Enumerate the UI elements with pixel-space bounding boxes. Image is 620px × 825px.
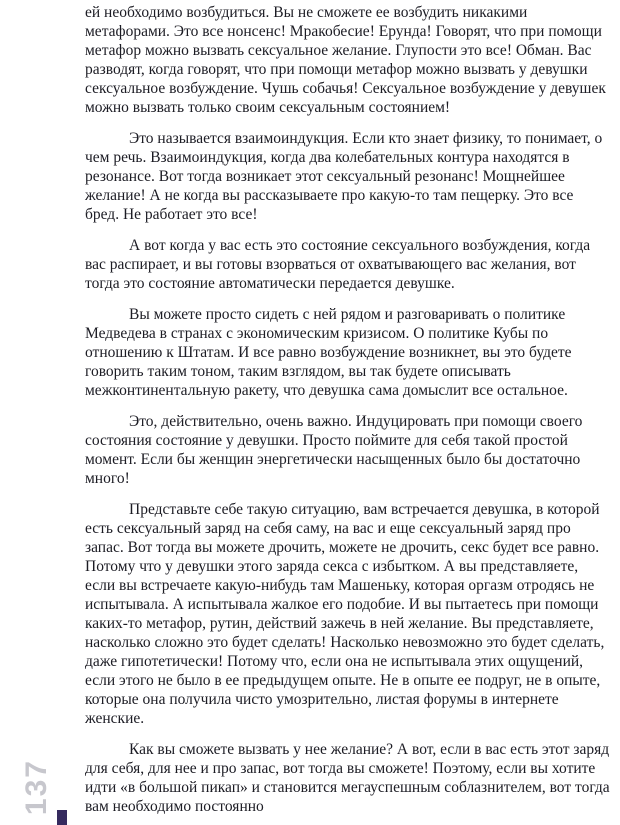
paragraph: Это называется взаимоиндукция. Если кто знает физику, то понимает, о чем речь. Взаимоиндукция, когда два колебательных контура находятся в резонансе. Вот тогда возникает этот сексуальный резонанс! Мощнейшее желание! А не когда вы рассказываете про какую-то там пещерку. Это все бред. Не работает это все! — [85, 130, 603, 223]
corner-mark — [57, 810, 67, 825]
page-number: 137 — [20, 758, 53, 815]
paragraph: Как вы сможете вызвать у нее желание? А вот, если в вас есть этот заряд для себя, для нее и про запас, вот тогда вы сможете! Поэтому, если вы хотите идти «в большой пикап» и становится мегауспешным соблазнителем, вот тогда вам необходимо постоянно — [85, 741, 610, 815]
paragraph: Представьте себе такую ситуацию, вам встречается девушка, в которой есть сексуальный заряд на себя саму, на вас и еще сексуальный заряд про запас. Вот тогда вы можете дрочить, можете не дрочить, секс будет все равно. Потому что у девушки этого заряда секса с избытком. А вы представляете, если вы встречаете какую-нибудь там Машеньку, которая оргазм отродясь не испытывала. А испытывала жалкое его подобие. И вы пытаетесь при помощи каких-то метафор, рутин, действий зажечь в ней желание. Вы представляете, насколько сложно это будет сделать! Насколько невозможно это будет сделать, даже гипотетически! Потому что, если она не испытывала этих ощущений, если этого не было в ее предыдущем опыте. Не в опыте ее подруг, не в опыте, которые она получила чисто умозрительно, листая форумы в интернете женские. — [85, 501, 605, 727]
paragraph: А вот когда у вас есть это состояние сексуального возбуждения, когда вас распирает, и вы готовы взорваться от охватывающего вас желания, вот тогда это состояние автоматически передается девушке. — [85, 237, 591, 292]
text-block — [85, 3, 611, 816]
paragraph: Вы можете просто сидеть с ней рядом и разговаривать о политике Медведева в странах с экономическим кризисом. О политике Кубы по отношению к Штатам. И все равно возбуждение возникнет, вы это будете говорить таким тоном, таким взглядом, вы так будете описывать межконтинентальную ракету, что девушка сама домыслит все остальное. — [85, 306, 572, 399]
paragraph: Это, действительно, очень важно. Индуцировать при помощи своего состояния состояние у девушки. Просто поймите для себя такой простой момент. Если бы женщин энергетически насыщенных было бы достаточно много! — [85, 413, 583, 487]
paragraph: ей необходимо возбудиться. Вы не сможете ее возбудить никакими метафорами. Это все нонсенс! Мракобесие! Ерунда! Говорят, что при помощи метафор можно вызвать сексуальное желание. Глупости это все! Обман. Вас разводят, когда говорят, что при помощи метафор можно вызвать у девушки сексуальное возбуждение. Чушь собачья! Сексуальное возбуждение у девушек можно вызвать только своим сексуальным состоянием! — [85, 4, 606, 116]
